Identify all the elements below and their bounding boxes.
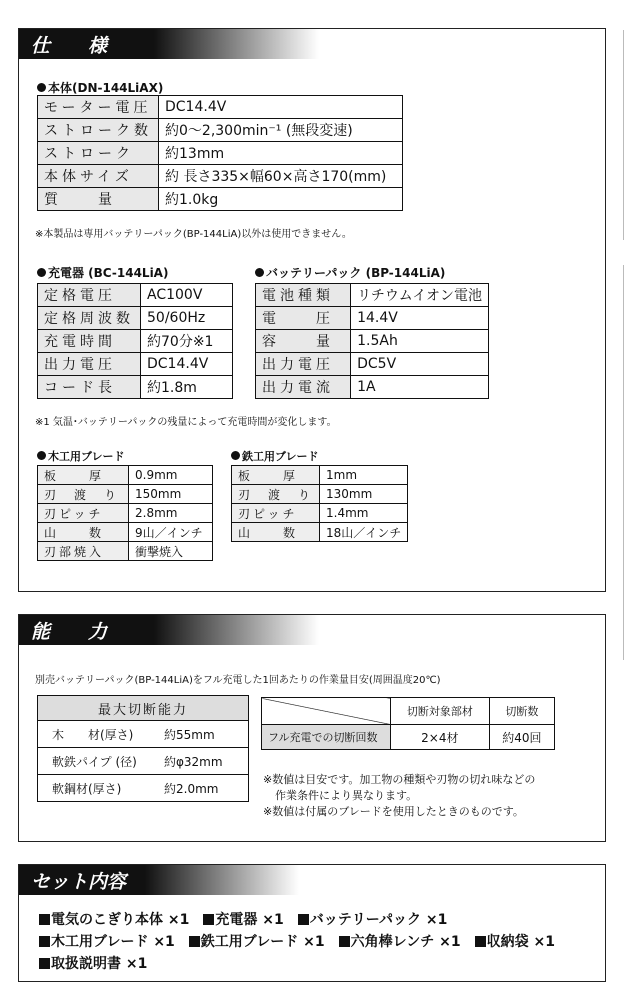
row-key: 板 厚 — [38, 466, 129, 485]
table-row — [38, 485, 213, 504]
table-row — [38, 165, 403, 188]
row-key: 刃ピッチ — [232, 504, 320, 523]
table-row — [38, 353, 233, 376]
table-row — [38, 96, 403, 119]
spec-section — [18, 28, 606, 592]
cut-row-target: 2×4材 — [391, 725, 490, 750]
row-key: 充電時間 — [38, 330, 141, 353]
row-key: 刃 渡 り — [38, 485, 129, 504]
charger-title: 充電器 (BC-144LiA) — [37, 264, 168, 281]
max-cut-value: 約55mm — [164, 727, 215, 742]
square-bullet-icon — [39, 914, 50, 925]
row-value: 約70分※1 — [141, 330, 233, 353]
square-bullet-icon — [39, 936, 50, 947]
body-spec-table — [37, 95, 403, 211]
table-row — [232, 504, 408, 523]
max-cut-row — [38, 748, 249, 775]
bullet-icon — [255, 268, 264, 277]
table-row — [38, 721, 249, 748]
set-item — [203, 912, 283, 928]
wood-blade-table — [37, 465, 213, 561]
row-value: 130mm — [320, 485, 408, 504]
cut-row-count: 約40回 — [489, 725, 554, 750]
square-bullet-icon — [298, 914, 309, 925]
table-row — [256, 284, 489, 307]
row-key: 出力電圧 — [38, 353, 141, 376]
row-value: 2.8mm — [129, 504, 213, 523]
set-header — [19, 865, 299, 895]
row-value: 14.4V — [351, 307, 489, 330]
table-row — [232, 485, 408, 504]
row-value: 衝撃焼入 — [129, 542, 213, 561]
max-cut-value: 約φ32mm — [164, 754, 223, 769]
row-key: 山 数 — [232, 523, 320, 542]
iron-blade-table — [231, 465, 408, 542]
table-row — [38, 748, 249, 775]
body-note: ※本製品は専用バッテリーパック(BP-144LiA)以外は使用できません。 — [35, 229, 352, 240]
row-value: AC100V — [141, 284, 233, 307]
row-value: リチウムイオン電池 — [351, 284, 489, 307]
set-line-2 — [39, 931, 569, 951]
ability-note-1b: 作業条件により異なります。 — [275, 789, 418, 802]
row-value: 約0〜2,300min⁻¹ (無段変速) — [159, 119, 403, 142]
square-bullet-icon — [39, 958, 50, 969]
cut-count-table — [261, 697, 555, 750]
bullet-icon — [231, 451, 240, 460]
row-key: 質 量 — [38, 188, 159, 211]
set-item — [339, 934, 461, 950]
row-key: ストローク数 — [38, 119, 159, 142]
max-cut-row — [38, 775, 249, 802]
row-value: 50/60Hz — [141, 307, 233, 330]
table-row — [256, 330, 489, 353]
table-row — [38, 504, 213, 523]
table-row — [38, 523, 213, 542]
table-row — [38, 307, 233, 330]
table-row — [38, 376, 233, 399]
spec-title: 仕 様 — [31, 35, 108, 57]
table-row — [232, 466, 408, 485]
row-value: 約13mm — [159, 142, 403, 165]
table-row — [38, 330, 233, 353]
row-key: 本体サイズ — [38, 165, 159, 188]
max-cut-table — [37, 695, 249, 802]
battery-title: バッテリーパック (BP-144LiA) — [255, 264, 445, 281]
set-item-label: バッテリーパック ×1 — [309, 912, 448, 928]
square-bullet-icon — [189, 936, 200, 947]
table-row — [38, 284, 233, 307]
row-key: 刃部焼入 — [38, 542, 129, 561]
set-section — [18, 864, 606, 982]
square-bullet-icon — [475, 936, 486, 947]
row-key: 電池種類 — [256, 284, 351, 307]
row-key: モーター電圧 — [38, 96, 159, 119]
set-item-label: 電気のこぎり本体 ×1 — [51, 912, 190, 928]
square-bullet-icon — [339, 936, 350, 947]
row-key: 定格周波数 — [38, 307, 141, 330]
row-value: DC14.4V — [141, 353, 233, 376]
charge-note: ※1 気温･バッテリーパックの残量によって充電時間が変化します。 — [35, 417, 337, 428]
max-cut-key: 木 材(厚さ) — [52, 727, 134, 742]
row-value: 1.5Ah — [351, 330, 489, 353]
charger-spec-table — [37, 283, 233, 399]
table-row — [256, 376, 489, 399]
table-row — [38, 142, 403, 165]
table-row — [232, 523, 408, 542]
set-item-label: 取扱説明書 ×1 — [51, 956, 148, 972]
max-cut-key: 軟鋼材(厚さ) — [52, 781, 122, 796]
row-key: 出力電流 — [256, 376, 351, 399]
row-key: 刃 渡 り — [232, 485, 320, 504]
ability-title: 能 力 — [31, 621, 108, 643]
table-row — [256, 353, 489, 376]
diagonal-cell — [262, 698, 391, 725]
row-key: 容 量 — [256, 330, 351, 353]
bullet-icon — [37, 268, 46, 277]
table-row — [38, 542, 213, 561]
set-item — [189, 934, 325, 950]
max-cut-key: 軟鉄パイプ (径) — [52, 754, 137, 769]
row-key: 板 厚 — [232, 466, 320, 485]
row-value: 0.9mm — [129, 466, 213, 485]
set-item — [475, 934, 555, 950]
table-row — [256, 307, 489, 330]
set-line-1 — [39, 909, 461, 929]
row-value: 1A — [351, 376, 489, 399]
row-value: 約1.0kg — [159, 188, 403, 211]
set-item — [298, 912, 448, 928]
bullet-icon — [37, 451, 46, 460]
cut-row-label: フル充電での切断回数 — [262, 725, 391, 750]
iron-blade-title: 鉄工用ブレード — [231, 448, 319, 464]
row-key: コード長 — [38, 376, 141, 399]
cut-count-header: 切断数 — [489, 698, 554, 725]
row-value: 9山／インチ — [129, 523, 213, 542]
body-title: 本体(DN-144LiAX) — [37, 79, 163, 96]
set-line-3 — [39, 953, 161, 973]
row-key: 出力電圧 — [256, 353, 351, 376]
ability-note-1: ※数値は目安です。加工物の種類や刃物の切れ味などの — [263, 773, 536, 786]
ability-intro: 別売バッテリーパック(BP-144LiA)をフル充電した1回あたりの作業量目安(周囲温度20℃) — [35, 675, 441, 686]
max-cut-value: 約2.0mm — [164, 781, 219, 796]
set-item — [39, 934, 175, 950]
set-item-label: 六角棒レンチ ×1 — [350, 934, 461, 950]
spec-header — [19, 29, 319, 59]
table-row — [38, 775, 249, 802]
set-item-label: 収納袋 ×1 — [486, 934, 555, 950]
ability-note-2: ※数値は付属のブレードを使用したときのものです。 — [263, 805, 524, 818]
table-row — [38, 188, 403, 211]
row-value: DC14.4V — [159, 96, 403, 119]
set-item-label: 木工用ブレード ×1 — [51, 934, 175, 950]
row-value: 150mm — [129, 485, 213, 504]
row-key: 山 数 — [38, 523, 129, 542]
row-value: DC5V — [351, 353, 489, 376]
battery-spec-table — [255, 283, 489, 399]
ability-section — [18, 614, 606, 842]
table-row — [38, 119, 403, 142]
ability-header — [19, 615, 319, 645]
row-value: 18山／インチ — [320, 523, 408, 542]
max-cut-row — [38, 721, 249, 748]
row-key: 電 圧 — [256, 307, 351, 330]
set-item — [39, 912, 189, 928]
row-key: 定格電圧 — [38, 284, 141, 307]
row-key: 刃ピッチ — [38, 504, 129, 523]
set-item-label: 鉄工用ブレード ×1 — [200, 934, 325, 950]
set-item-label: 充電器 ×1 — [215, 912, 284, 928]
row-value: 1mm — [320, 466, 408, 485]
bullet-icon — [37, 83, 46, 92]
row-key: ストローク — [38, 142, 159, 165]
row-value: 約1.8m — [141, 376, 233, 399]
set-title: セット内容 — [31, 871, 127, 893]
row-value: 約 長さ335×幅60×高さ170(mm) — [159, 165, 403, 188]
row-value: 1.4mm — [320, 504, 408, 523]
wood-blade-title: 木工用ブレード — [37, 448, 125, 464]
cut-target-header: 切断対象部材 — [391, 698, 490, 725]
square-bullet-icon — [203, 914, 214, 925]
max-cut-header: 最大切断能力 — [38, 696, 249, 721]
set-item — [39, 956, 147, 972]
table-row — [38, 466, 213, 485]
